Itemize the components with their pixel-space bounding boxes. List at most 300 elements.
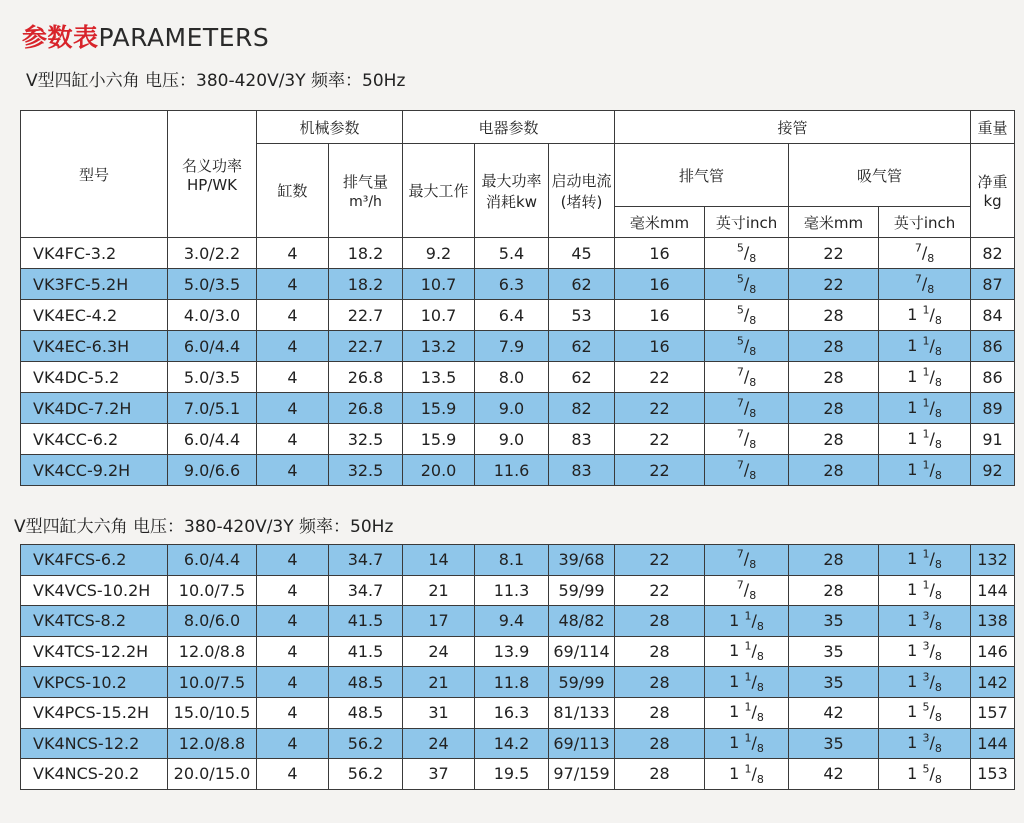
frac-whole: 1: [729, 641, 740, 661]
header-start-current-note: (堵转): [560, 192, 603, 211]
table-row: [21, 545, 1015, 576]
cell-work: 24: [403, 728, 475, 759]
cell-su-mm: 22: [789, 238, 879, 269]
frac-numerator: 7: [736, 396, 744, 410]
frac-numerator: 7: [736, 548, 744, 562]
cell-power: 3.0/2.2: [168, 238, 257, 269]
frac-denominator: 8: [934, 650, 942, 664]
cell-exhaust-inch: $^7/_8$: [705, 575, 789, 606]
cell-exhaust-inch: 1 $^1/_8$: [705, 728, 789, 759]
cell-kg: 86: [971, 362, 1015, 393]
table-row: [21, 424, 1015, 455]
frac-numerator: 3: [922, 639, 930, 653]
cell-su-mm: 28: [789, 575, 879, 606]
frac-numerator: 1: [922, 427, 930, 441]
cell-disp: 22.7: [329, 331, 403, 362]
frac-denominator: 8: [934, 437, 942, 451]
cell-power: 6.0/4.4: [168, 545, 257, 576]
table-row: [21, 331, 1015, 362]
frac-denominator: 8: [934, 589, 942, 603]
cell-amp: 83: [549, 424, 615, 455]
cell-kg: 87: [971, 269, 1015, 300]
cell-kw: 19.5: [475, 759, 549, 790]
cell-cyl: 4: [257, 697, 329, 728]
frac-denominator: 8: [749, 558, 757, 572]
cell-suction-inch: 1 $^1/_8$: [879, 575, 971, 606]
header-max-work: 最大工作: [403, 144, 475, 238]
frac-denominator: 8: [934, 468, 942, 482]
table-row: [21, 393, 1015, 424]
cell-kg: 153: [971, 759, 1015, 790]
cell-ex-mm: 22: [615, 424, 705, 455]
cell-model: VK4NCS-12.2: [21, 728, 168, 759]
frac-denominator: 8: [756, 772, 764, 786]
frac-numerator: 3: [922, 670, 930, 684]
cell-amp: 69/113: [549, 728, 615, 759]
cell-model: VK4TCS-12.2H: [21, 636, 168, 667]
cell-power: 5.0/3.5: [168, 362, 257, 393]
header-displacement: [329, 144, 403, 238]
cell-ex-mm: 22: [615, 362, 705, 393]
cell-amp: 97/159: [549, 759, 615, 790]
cell-amp: 81/133: [549, 697, 615, 728]
cell-model: VK4CC-9.2H: [21, 455, 168, 486]
cell-cyl: 4: [257, 300, 329, 331]
cell-cyl: 4: [257, 455, 329, 486]
cell-su-mm: 28: [789, 362, 879, 393]
cell-model: VK4CC-6.2: [21, 424, 168, 455]
frac-numerator: 1: [922, 365, 930, 379]
cell-exhaust-inch: $^5/_8$: [705, 269, 789, 300]
cell-disp: 34.7: [329, 545, 403, 576]
cell-suction-inch: $^7/_8$: [879, 238, 971, 269]
table-row: [21, 606, 1015, 637]
frac-numerator: 3: [922, 609, 930, 623]
frac-denominator: 8: [927, 282, 935, 296]
header-net-label: 净重: [977, 173, 1008, 191]
cell-work: 9.2: [403, 238, 475, 269]
cell-model: VK4EC-6.3H: [21, 331, 168, 362]
cell-cyl: 4: [257, 606, 329, 637]
frac-numerator: 5: [736, 303, 744, 317]
cell-ex-mm: 22: [615, 575, 705, 606]
cell-suction-inch: 1 $^5/_8$: [879, 697, 971, 728]
frac-whole: 1: [729, 702, 740, 722]
cell-su-mm: 42: [789, 759, 879, 790]
cell-exhaust-inch: $^7/_8$: [705, 455, 789, 486]
header-elec: 电器参数: [403, 111, 615, 144]
cell-power: 15.0/10.5: [168, 697, 257, 728]
cell-model: VK4FCS-6.2: [21, 545, 168, 576]
cell-amp: 59/99: [549, 575, 615, 606]
cell-work: 13.2: [403, 331, 475, 362]
cell-su-mm: 42: [789, 697, 879, 728]
cell-power: 6.0/4.4: [168, 331, 257, 362]
cell-kg: 138: [971, 606, 1015, 637]
cell-ex-mm: 16: [615, 269, 705, 300]
header-mech: 机械参数: [257, 111, 403, 144]
title-en: PARAMETERS: [98, 23, 270, 52]
header-max-power-unit: 消耗kw: [486, 192, 537, 211]
frac-denominator: 8: [934, 619, 942, 633]
cell-cyl: 4: [257, 759, 329, 790]
header-power-label: 名义功率: [181, 156, 242, 175]
cell-ex-mm: 28: [615, 728, 705, 759]
cell-disp: 56.2: [329, 759, 403, 790]
frac-whole: 1: [907, 579, 918, 599]
cell-exhaust-inch: 1 $^1/_8$: [705, 636, 789, 667]
table-row: [21, 667, 1015, 698]
cell-disp: 41.5: [329, 606, 403, 637]
header-pipe: 接管: [615, 111, 971, 144]
cell-suction-inch: 1 $^1/_8$: [879, 455, 971, 486]
cell-work: 21: [403, 667, 475, 698]
cell-work: 13.5: [403, 362, 475, 393]
cell-su-mm: 35: [789, 728, 879, 759]
cell-su-mm: 28: [789, 331, 879, 362]
frac-denominator: 8: [756, 680, 764, 694]
frac-numerator: 7: [736, 427, 744, 441]
cell-power: 9.0/6.6: [168, 455, 257, 486]
frac-denominator: 8: [934, 742, 942, 756]
frac-denominator: 8: [749, 437, 757, 451]
table-row: [21, 728, 1015, 759]
cell-suction-inch: 1 $^3/_8$: [879, 636, 971, 667]
cell-exhaust-inch: 1 $^1/_8$: [705, 697, 789, 728]
frac-denominator: 8: [749, 282, 757, 296]
frac-numerator: 1: [922, 548, 930, 562]
header-cylinders: 缸数: [257, 144, 329, 238]
cell-ex-mm: 28: [615, 667, 705, 698]
frac-numerator: 1: [744, 762, 752, 776]
cell-amp: 62: [549, 362, 615, 393]
frac-numerator: 1: [744, 639, 752, 653]
cell-kg: 91: [971, 424, 1015, 455]
cell-amp: 62: [549, 331, 615, 362]
cell-ex-mm: 16: [615, 331, 705, 362]
cell-disp: 48.5: [329, 697, 403, 728]
frac-denominator: 8: [934, 344, 942, 358]
cell-kw: 9.0: [475, 424, 549, 455]
cell-power: 4.0/3.0: [168, 300, 257, 331]
frac-denominator: 8: [934, 680, 942, 694]
cell-power: 10.0/7.5: [168, 575, 257, 606]
cell-work: 31: [403, 697, 475, 728]
cell-cyl: 4: [257, 393, 329, 424]
header-model: 型号: [21, 111, 168, 238]
frac-numerator: 1: [744, 609, 752, 623]
cell-su-mm: 35: [789, 667, 879, 698]
frac-whole: 1: [729, 610, 740, 630]
cell-amp: 53: [549, 300, 615, 331]
cell-cyl: 4: [257, 362, 329, 393]
frac-numerator: 7: [736, 578, 744, 592]
cell-disp: 18.2: [329, 238, 403, 269]
cell-suction-inch: 1 $^5/_8$: [879, 759, 971, 790]
cell-ex-mm: 28: [615, 606, 705, 637]
cell-power: 7.0/5.1: [168, 393, 257, 424]
cell-model: VK3FC-5.2H: [21, 269, 168, 300]
frac-denominator: 8: [756, 619, 764, 633]
cell-disp: 34.7: [329, 575, 403, 606]
cell-kw: 11.6: [475, 455, 549, 486]
cell-disp: 56.2: [329, 728, 403, 759]
cell-amp: 39/68: [549, 545, 615, 576]
cell-amp: 48/82: [549, 606, 615, 637]
frac-whole: 1: [907, 304, 918, 324]
cell-power: 6.0/4.4: [168, 424, 257, 455]
frac-numerator: 7: [736, 365, 744, 379]
frac-whole: 1: [907, 763, 918, 783]
frac-numerator: 3: [922, 731, 930, 745]
cell-suction-inch: 1 $^1/_8$: [879, 331, 971, 362]
cell-kw: 11.3: [475, 575, 549, 606]
frac-whole: 1: [729, 763, 740, 783]
cell-ex-mm: 22: [615, 393, 705, 424]
cell-power: 20.0/15.0: [168, 759, 257, 790]
header-displacement-unit: m³/h: [349, 194, 382, 210]
frac-numerator: 1: [744, 670, 752, 684]
cell-kg: 144: [971, 575, 1015, 606]
cell-suction-inch: 1 $^3/_8$: [879, 728, 971, 759]
cell-ex-mm: 16: [615, 238, 705, 269]
cell-suction-inch: 1 $^3/_8$: [879, 667, 971, 698]
cell-kw: 5.4: [475, 238, 549, 269]
header-max-power-label: 最大功率: [481, 171, 542, 190]
cell-model: VK4EC-4.2: [21, 300, 168, 331]
cell-work: 14: [403, 545, 475, 576]
frac-numerator: 7: [914, 272, 922, 286]
cell-exhaust-inch: $^5/_8$: [705, 331, 789, 362]
title-cn: 参数表: [22, 23, 99, 52]
cell-suction-inch: 1 $^1/_8$: [879, 300, 971, 331]
cell-work: 10.7: [403, 269, 475, 300]
parameters-table-large-hex: [20, 544, 1015, 790]
cell-model: VKPCS-10.2: [21, 667, 168, 698]
cell-cyl: 4: [257, 238, 329, 269]
section2-subtitle: V型四缸大六角 电压：380-420V/3Y 频率：50Hz: [14, 517, 394, 537]
cell-amp: 62: [549, 269, 615, 300]
frac-whole: 1: [729, 732, 740, 752]
frac-whole: 1: [907, 671, 918, 691]
cell-model: VK4DC-5.2: [21, 362, 168, 393]
cell-kw: 16.3: [475, 697, 549, 728]
cell-kg: 132: [971, 545, 1015, 576]
frac-denominator: 8: [749, 344, 757, 358]
parameters-table-small-hex: [20, 110, 1015, 486]
frac-whole: 1: [907, 702, 918, 722]
frac-whole: 1: [907, 610, 918, 630]
cell-cyl: 4: [257, 575, 329, 606]
frac-numerator: 5: [922, 762, 930, 776]
cell-kw: 9.0: [475, 393, 549, 424]
cell-ex-mm: 28: [615, 697, 705, 728]
cell-exhaust-inch: $^7/_8$: [705, 545, 789, 576]
cell-su-mm: 28: [789, 424, 879, 455]
header-power: [168, 111, 257, 238]
cell-suction-inch: 1 $^1/_8$: [879, 424, 971, 455]
table-row: [21, 575, 1015, 606]
frac-denominator: 8: [749, 375, 757, 389]
frac-whole: 1: [907, 459, 918, 479]
cell-su-mm: 28: [789, 300, 879, 331]
frac-numerator: 5: [736, 272, 744, 286]
header-suction-mm: 毫米mm: [789, 207, 879, 238]
cell-disp: 32.5: [329, 424, 403, 455]
cell-disp: 18.2: [329, 269, 403, 300]
frac-denominator: 8: [934, 711, 942, 725]
cell-kg: 142: [971, 667, 1015, 698]
frac-numerator: 1: [744, 731, 752, 745]
header-start-current-label: 启动电流: [551, 171, 612, 190]
header-suction: 吸气管: [789, 144, 971, 207]
table-row: [21, 238, 1015, 269]
frac-numerator: 1: [922, 396, 930, 410]
cell-cyl: 4: [257, 667, 329, 698]
frac-numerator: 5: [736, 334, 744, 348]
cell-amp: 45: [549, 238, 615, 269]
frac-numerator: 1: [922, 578, 930, 592]
frac-denominator: 8: [749, 313, 757, 327]
cell-su-mm: 28: [789, 393, 879, 424]
cell-model: VK4PCS-15.2H: [21, 697, 168, 728]
cell-su-mm: 35: [789, 606, 879, 637]
frac-denominator: 8: [756, 742, 764, 756]
frac-numerator: 1: [744, 701, 752, 714]
frac-denominator: 8: [934, 406, 942, 420]
cell-kg: 89: [971, 393, 1015, 424]
cell-exhaust-inch: 1 $^1/_8$: [705, 667, 789, 698]
cell-amp: 59/99: [549, 667, 615, 698]
header-power-unit: HP/WK: [186, 175, 238, 194]
cell-exhaust-inch: $^7/_8$: [705, 393, 789, 424]
cell-exhaust-inch: 1 $^1/_8$: [705, 759, 789, 790]
cell-ex-mm: 28: [615, 759, 705, 790]
frac-denominator: 8: [749, 589, 757, 603]
cell-exhaust-inch: $^5/_8$: [705, 300, 789, 331]
header-exhaust: 排气管: [615, 144, 789, 207]
header-weight: 重量: [971, 111, 1015, 144]
cell-su-mm: 35: [789, 636, 879, 667]
header-exhaust-mm: 毫米mm: [615, 207, 705, 238]
cell-suction-inch: 1 $^1/_8$: [879, 393, 971, 424]
cell-work: 20.0: [403, 455, 475, 486]
table-row: [21, 697, 1015, 728]
header-suction-inch: 英寸inch: [879, 207, 971, 238]
cell-work: 15.9: [403, 393, 475, 424]
cell-power: 8.0/6.0: [168, 606, 257, 637]
frac-numerator: 1: [922, 458, 930, 472]
frac-denominator: 8: [927, 251, 935, 265]
cell-power: 5.0/3.5: [168, 269, 257, 300]
cell-kg: 86: [971, 331, 1015, 362]
cell-kg: 82: [971, 238, 1015, 269]
table-row: [21, 759, 1015, 790]
cell-suction-inch: 1 $^1/_8$: [879, 545, 971, 576]
frac-whole: 1: [907, 428, 918, 448]
cell-cyl: 4: [257, 424, 329, 455]
frac-whole: 1: [907, 335, 918, 355]
frac-denominator: 8: [756, 650, 764, 664]
cell-power: 12.0/8.8: [168, 728, 257, 759]
frac-whole: 1: [907, 641, 918, 661]
cell-model: VK4VCS-10.2H: [21, 575, 168, 606]
cell-su-mm: 28: [789, 545, 879, 576]
header-max-power: [475, 144, 549, 238]
header-net: [971, 144, 1015, 238]
header-displacement-label: 排气量: [343, 173, 389, 191]
cell-power: 10.0/7.5: [168, 667, 257, 698]
cell-ex-mm: 22: [615, 545, 705, 576]
frac-whole: 1: [907, 549, 918, 569]
header-exhaust-inch: 英寸inch: [705, 207, 789, 238]
frac-whole: 1: [907, 732, 918, 752]
cell-ex-mm: 28: [615, 636, 705, 667]
cell-disp: 22.7: [329, 300, 403, 331]
cell-work: 15.9: [403, 424, 475, 455]
cell-work: 17: [403, 606, 475, 637]
cell-work: 10.7: [403, 300, 475, 331]
cell-su-mm: 28: [789, 455, 879, 486]
cell-exhaust-inch: $^7/_8$: [705, 424, 789, 455]
cell-exhaust-inch: $^5/_8$: [705, 238, 789, 269]
frac-denominator: 8: [934, 375, 942, 389]
cell-kg: 144: [971, 728, 1015, 759]
cell-kg: 92: [971, 455, 1015, 486]
frac-denominator: 8: [749, 468, 757, 482]
table-row: [21, 362, 1015, 393]
cell-kw: 11.8: [475, 667, 549, 698]
frac-numerator: 5: [736, 241, 744, 255]
cell-suction-inch: 1 $^3/_8$: [879, 606, 971, 637]
frac-denominator: 8: [749, 406, 757, 420]
frac-numerator: 1: [922, 303, 930, 317]
table-row: [21, 269, 1015, 300]
frac-denominator: 8: [934, 313, 942, 327]
cell-suction-inch: $^7/_8$: [879, 269, 971, 300]
cell-disp: 41.5: [329, 636, 403, 667]
cell-kw: 6.4: [475, 300, 549, 331]
cell-exhaust-inch: 1 $^1/_8$: [705, 606, 789, 637]
cell-model: VK4TCS-8.2: [21, 606, 168, 637]
cell-disp: 26.8: [329, 393, 403, 424]
cell-kw: 13.9: [475, 636, 549, 667]
cell-work: 21: [403, 575, 475, 606]
cell-amp: 82: [549, 393, 615, 424]
header-net-unit: kg: [983, 192, 1002, 210]
frac-whole: 1: [729, 671, 740, 691]
cell-power: 12.0/8.8: [168, 636, 257, 667]
cell-kw: 14.2: [475, 728, 549, 759]
section1-subtitle: V型四缸小六角 电压：380-420V/3Y 频率：50Hz: [26, 71, 406, 91]
frac-numerator: 1: [922, 334, 930, 348]
cell-cyl: 4: [257, 269, 329, 300]
cell-kg: 146: [971, 636, 1015, 667]
table-row: [21, 455, 1015, 486]
cell-disp: 48.5: [329, 667, 403, 698]
table-row: [21, 300, 1015, 331]
cell-cyl: 4: [257, 636, 329, 667]
cell-su-mm: 22: [789, 269, 879, 300]
frac-denominator: 8: [934, 772, 942, 786]
cell-ex-mm: 16: [615, 300, 705, 331]
cell-amp: 83: [549, 455, 615, 486]
frac-denominator: 8: [934, 558, 942, 572]
cell-cyl: 4: [257, 545, 329, 576]
frac-numerator: 7: [736, 458, 744, 472]
cell-cyl: 4: [257, 728, 329, 759]
cell-exhaust-inch: $^7/_8$: [705, 362, 789, 393]
